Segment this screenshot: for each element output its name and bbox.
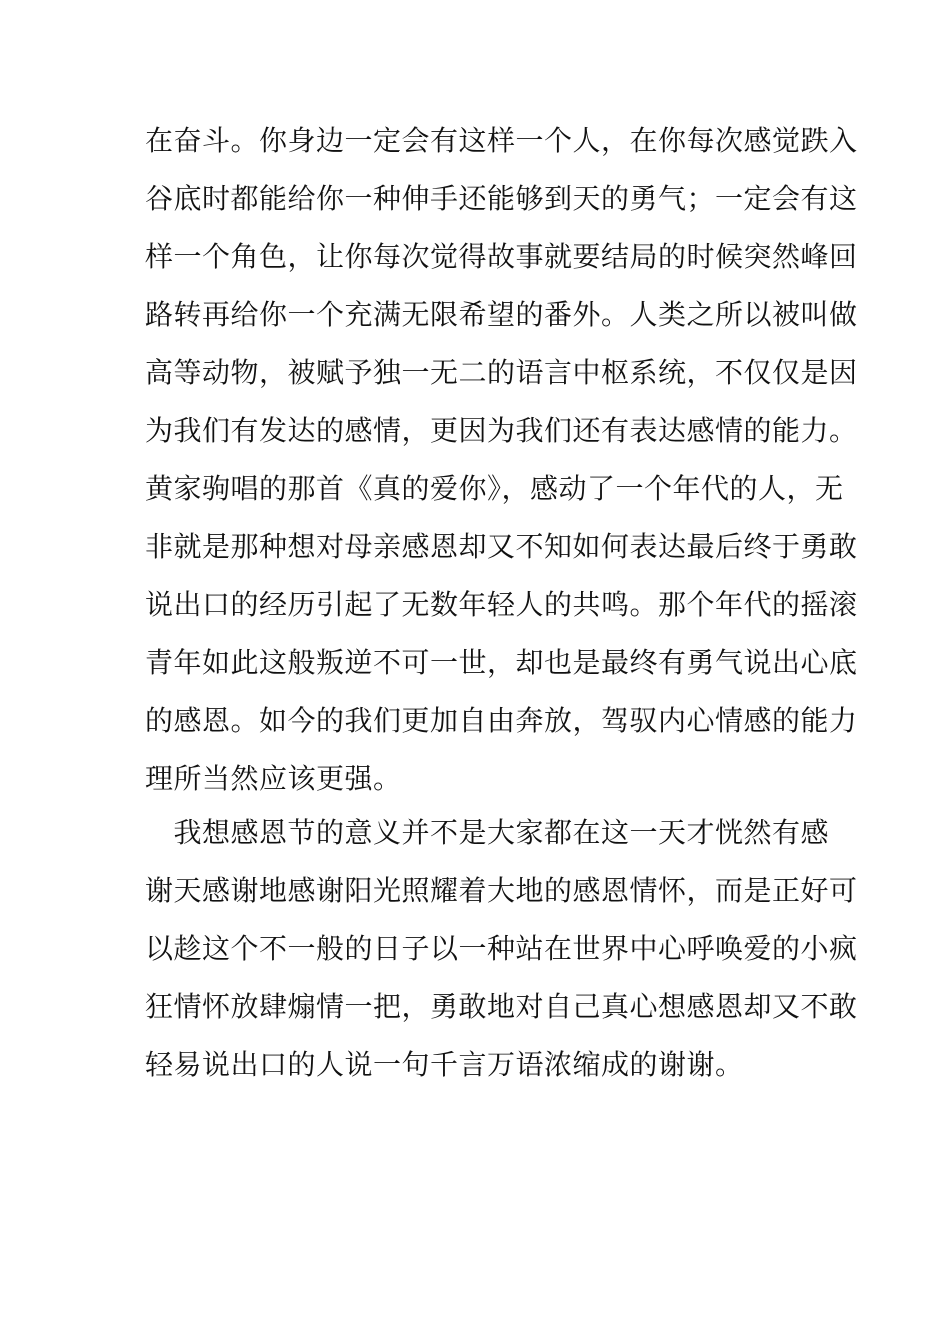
text-line: 青年如此这般叛逆不可一世，却也是最终有勇气说出心底: [145, 646, 858, 679]
text-line: 说出口的经历引起了无数年轻人的共鸣。那个年代的摇滚: [145, 588, 858, 621]
text-line: 路转再给你一个充满无限希望的番外。人类之所以被叫做: [145, 298, 858, 331]
text-line: 狂情怀放肆煽情一把，勇敢地对自己真心想感恩却又不敢: [145, 990, 858, 1023]
text-line: 黄家驹唱的那首《真的爱你》，感动了一个年代的人，无: [145, 472, 844, 505]
text-line: 轻易说出口的人说一句千言万语浓缩成的谢谢。: [145, 1048, 744, 1081]
text-line: 我想感恩节的意义并不是大家都在这一天才恍然有感: [145, 816, 830, 849]
text-line: 高等动物，被赋予独一无二的语言中枢系统，不仅仅是因: [145, 356, 858, 389]
text-line: 理所当然应该更强。: [145, 762, 402, 795]
text-line: 以趁这个不一般的日子以一种站在世界中心呼唤爱的小疯: [145, 932, 858, 965]
text-line: 谷底时都能给你一种伸手还能够到天的勇气；一定会有这: [145, 182, 858, 215]
paragraph-1: [145, 112, 858, 808]
text-line: 样一个角色，让你每次觉得故事就要结局的时候突然峰回: [145, 240, 858, 273]
paragraph-2: [145, 804, 858, 1094]
text-line: 为我们有发达的感情，更因为我们还有表达感情的能力。: [145, 414, 858, 447]
text-line: 在奋斗。你身边一定会有这样一个人，在你每次感觉跌入: [145, 124, 858, 157]
text-line: 非就是那种想对母亲感恩却又不知如何表达最后终于勇敢: [145, 530, 858, 563]
text-line: 谢天感谢地感谢阳光照耀着大地的感恩情怀，而是正好可: [145, 874, 858, 907]
text-line: 的感恩。如今的我们更加自由奔放，驾驭内心情感的能力: [145, 704, 858, 737]
